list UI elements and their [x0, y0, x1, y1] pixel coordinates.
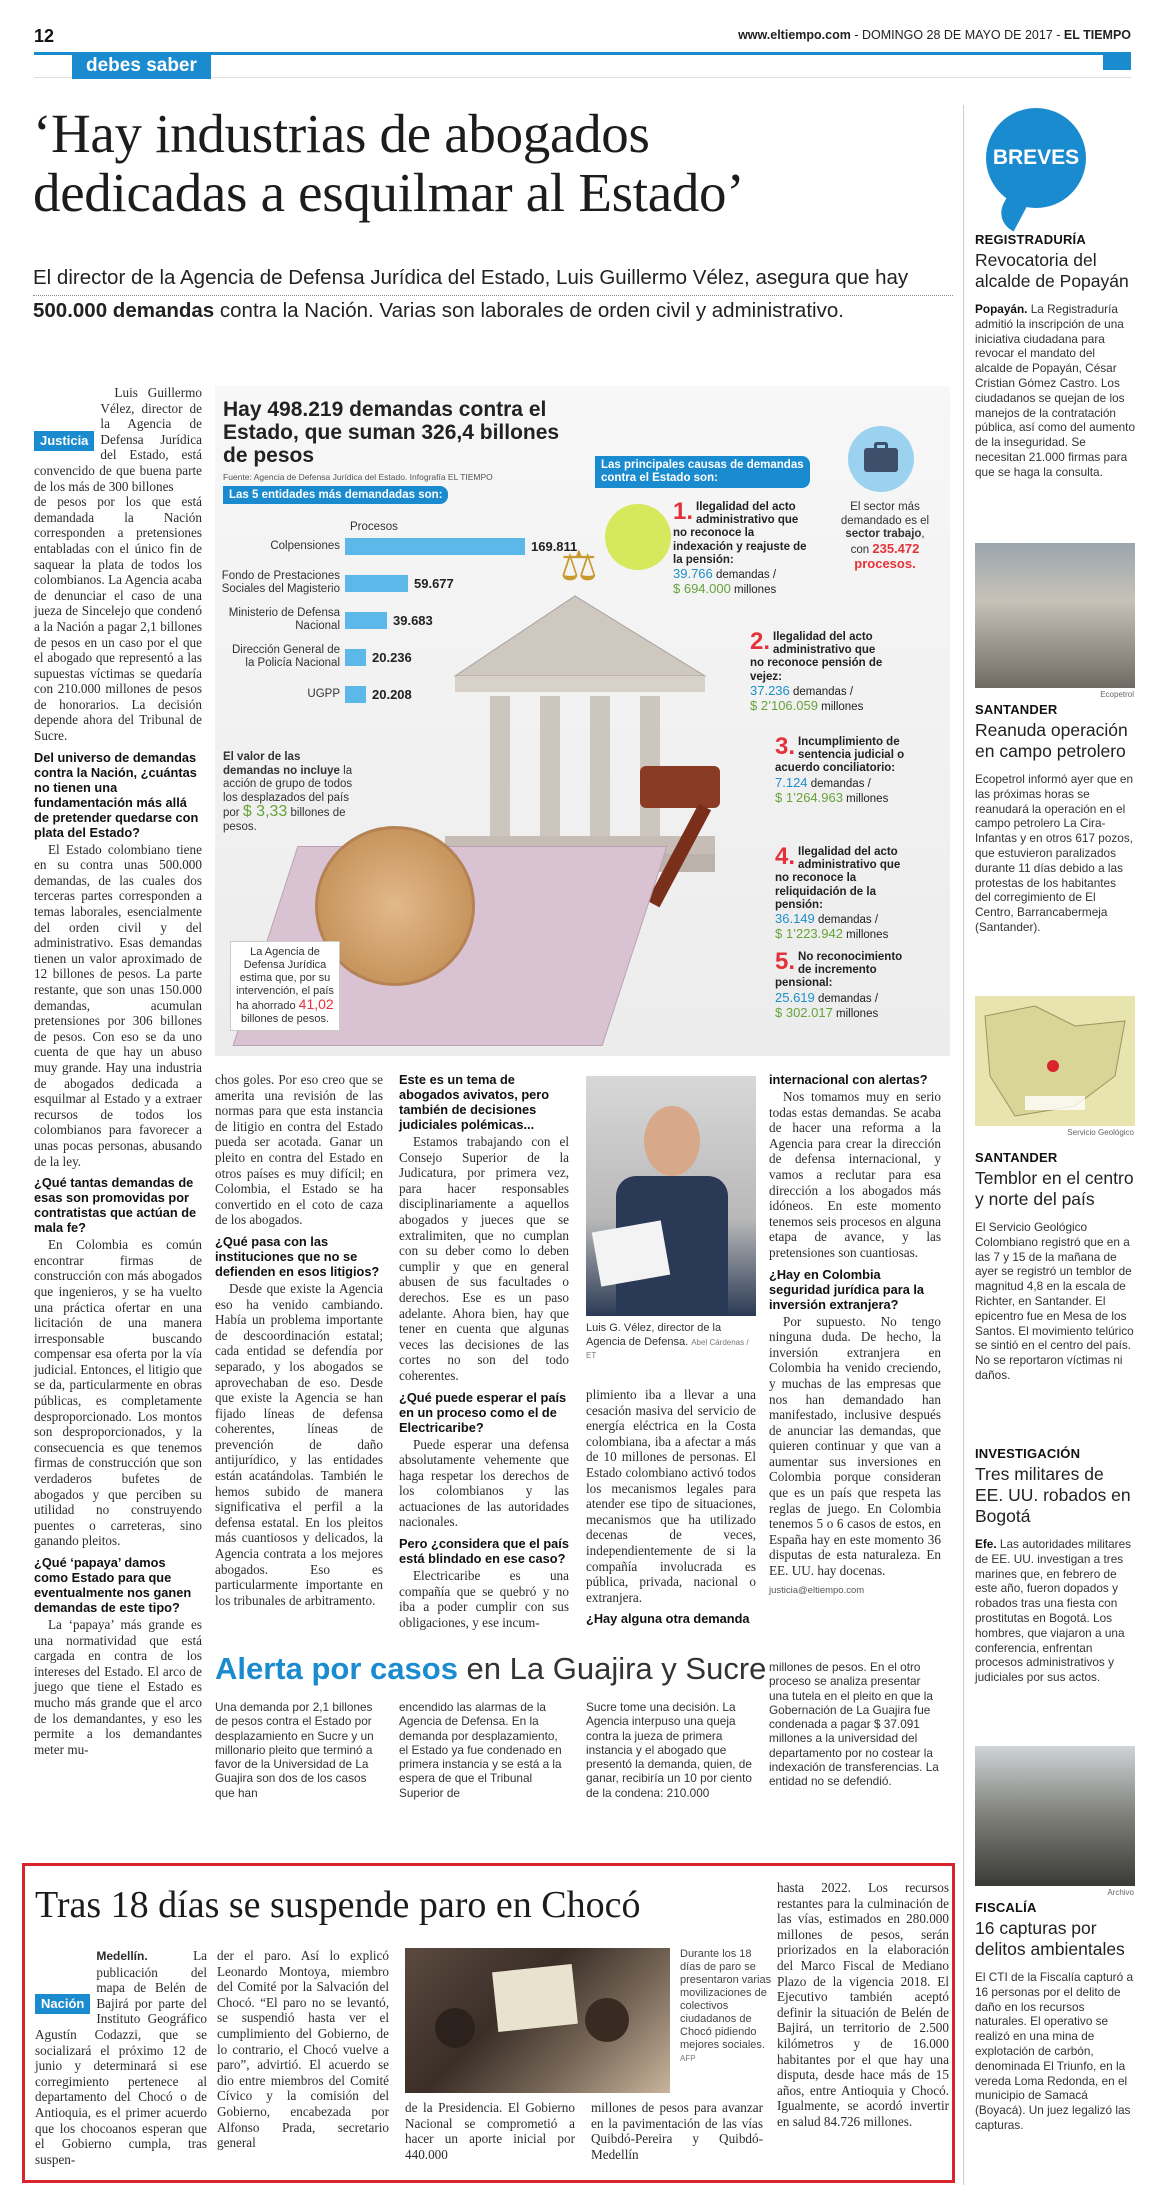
- bar-category-label: UGPP: [307, 688, 340, 700]
- cause-demandas: 7.124: [775, 774, 808, 790]
- cause-monto-unit: millones: [817, 701, 864, 714]
- paper-name: EL TIEMPO: [1063, 28, 1131, 42]
- bar-value-label: 59.677: [414, 576, 454, 591]
- bar-category-label: Dirección General de la Policía Nacional: [231, 644, 340, 669]
- cause-item: [673, 498, 813, 597]
- cause-demandas: 25.619: [775, 989, 815, 1005]
- alerta-title: [215, 1650, 767, 1688]
- bar-category-label: Ministerio de Defensa Nacional: [228, 607, 340, 632]
- briefcase-icon: [848, 426, 914, 492]
- article-col-3: [399, 1072, 569, 1642]
- gavel-badge-icon: [605, 504, 671, 570]
- article-col-1: [34, 385, 202, 1820]
- breve-4: [975, 1446, 1135, 1685]
- bar-value-label: 20.236: [372, 650, 412, 665]
- col3-question-3: Pero ¿considera que el país está blindado en ese caso?: [399, 1536, 569, 1567]
- nacion-tag: Nación: [35, 1994, 90, 2014]
- sector-note-d: 235.472 procesos.: [854, 540, 920, 571]
- page-header-meta: [738, 28, 1131, 42]
- breve-3-body: El Servicio Geológico Colombiano registró que en a las 7 y 15 de la mañana de ayer se registró un temblor de magnitud 4,8 en la escala de Richter, en Santander. El epicentro fue en Mesa de los Santos. El movimiento telúrico se sintió en el centro del país. No se reportaron víctimas ni daños.: [975, 1220, 1134, 1382]
- cause-monto: $ 694.000: [673, 581, 731, 597]
- breve-1-kicker: REGISTRADURÍA: [975, 232, 1086, 247]
- choco-headline: Tras 18 días se suspende paro en Chocó: [35, 1884, 641, 1926]
- bar: [345, 649, 366, 666]
- alerta-col-4: millones de pesos. En el otro proceso se analiza presentar una tutela en el pleito en que la Gobernación de La Guajira fue condenada a pagar $ 37.091 millones a la universidad del departamento por no costear la indexación de transferencias. La entidad no se defendió.: [769, 1660, 939, 1789]
- col2-para-2: Desde que existe la Agencia eso ha venido cambiando. Había un problema importante de descoordinación estatal; cada entidad se defendía por separado, y los abogados se aprovechaban de eso. Desde que existe la Agencia se han fijado líneas de defensa coherentes, líneas de prevención de daño antijurídico, y las entidades están acatándolas. También le hemos subido de manera significativa el perfil a la defensa estatal. En los pleitos más cuantiosos y delicados, la Agencia contrata a los mejores abogados. Eso es particularmente importante en los tribunales de arbitramento.: [215, 1280, 383, 1608]
- justicia-tag: Justicia: [34, 431, 94, 451]
- alerta-col-1: Una demanda por 2,1 billones de pesos contra el Estado por desplazamiento en Sucre y un millonario pleito que terminó a favor de la Universidad de La Guajira son dos de los casos que han: [215, 1700, 374, 1800]
- cause-item: [775, 843, 915, 942]
- cause-demandas-unit: demandas /: [789, 685, 854, 698]
- cause-monto: $ 302.017: [775, 1004, 833, 1020]
- col1-para-1b: de pesos por los que está demandada la Nación corresponden a pretensiones entabladas con el único fin de saquear la plata de todos los colombianos. La Agencia acaba de denunciar el caso de una jueza de Sincelejo que condenó a la Nación a pagar 2,1 billones de pesos en un caso por el que el abogado que representó a las supuestas víctimas se quedaría con 210.000 millones de pesos de honorarios. La decisión depende ahora del Tribunal de Sucre.: [34, 494, 202, 744]
- breve-5-kicker: FISCALÍA: [975, 1900, 1037, 1915]
- breve-2-body: Ecopetrol informó ayer que en las próximas horas se reanudará la operación en el campo petrolero La Cira-Infantas y en otros 617 pozos, que estuvieron paralizados durante 11 días debido a las protestas de los habitantes del corregimiento de El Centro, Barrancabermeja (Santander).: [975, 772, 1134, 934]
- col1-question-3: ¿Qué ‘papaya’ damos como Estado para que eventualmente nos ganen demandas de este tipo?: [34, 1555, 192, 1615]
- value-note-a: El valor de las demandas no incluye: [223, 751, 340, 777]
- col1-para-4: La ‘papaya’ más grande es una normatividad que está cargada en contra de los intereses del Estado. El arco de juego que tiene el Estado es mucho más grande que el arco de los demandantes, y eso les permite a los demandantes meter mu-: [34, 1617, 202, 1757]
- col5-question-0: internacional con alertas?: [769, 1072, 928, 1087]
- header-date: - DOMINGO 28 DE MAYO DE 2017 -: [850, 28, 1064, 42]
- deck-bold: 500.000 demandas: [33, 299, 215, 322]
- author-email[interactable]: justicia@eltiempo.com: [769, 1584, 865, 1596]
- alerta-box: [215, 1650, 767, 1830]
- breve-3-kicker: SANTANDER: [975, 1150, 1058, 1165]
- saved-note-b: 41,02: [298, 996, 334, 1012]
- col1-question-1: Del universo de demandas contra la Nación, ¿cuántas no tienen una fundamentación más allá de pretender quedarse con plata del Estado?: [34, 749, 199, 840]
- cause-number: 1.: [673, 498, 694, 525]
- bar: [345, 612, 387, 629]
- entities-tab: Las 5 entidades más demandadas son:: [223, 486, 448, 504]
- cause-text: No reconocimiento de incremento pensional:: [775, 951, 903, 990]
- col2-para-1: chos goles. Por eso creo que se amerita una revisión de las normas para que esta instancia de litigio en contra del Estado pueda ser acotada. Ganar un pleito en contra del Estado en otros países es muy difícil; en Colombia, el Estado se ha convertido en el coto de caza de los abogados.: [215, 1072, 383, 1228]
- headline: [33, 104, 953, 222]
- col5-question-1: ¿Hay en Colombia seguridad jurídica para la inversión extranjera?: [769, 1266, 925, 1312]
- breve-2-head: Reanuda operación en campo petrolero: [975, 720, 1128, 761]
- deck-line-2: [33, 296, 953, 326]
- photo-credit-ecopetrol: Ecopetrol: [1100, 690, 1134, 699]
- cause-monto: $ 2’106.059: [750, 698, 818, 714]
- col3-question-1: Este es un tema de abogados avivatos, pero también de decisiones judiciales polémicas...: [399, 1072, 550, 1132]
- col1-question-2: ¿Qué tantas demandas de esas son promovidas por contratistas que actúan de mala fe?: [34, 1175, 197, 1236]
- breve-5-head: 16 capturas por delitos ambientales: [975, 1918, 1125, 1959]
- infographic-title: Hay 498.219 demandas contra el Estado, que suman 326,4 billones de pesos: [223, 398, 560, 467]
- col5-para-2: Por supuesto. No tengo ninguna duda. De hecho, la inversión extranjera en Colombia ha venido creciendo, y muchas de las empresas que nos han demandado han manifestado, inclusive después de anunciar las demandas, que quieren continuar y que van a aumentar sus inversiones en Colombia porque consideran que es un país que respeta las reglas de juego. En Colombia tenemos 5 o 6 casos de estos, en España hay en este momento 36 disputas de esta naturaleza. En EE. UU. hay docenas.: [769, 1313, 941, 1579]
- seismic-map: [975, 996, 1135, 1126]
- deck-rest: contra la Nación. Varias son laborales de orden civil y administrativo.: [214, 299, 844, 322]
- breve-1-body: La Registraduría admitió la inscripción de una iniciativa ciudadana para revocar el mandato del alcalde de Popayán, César Cristian Gómez Castro. Los ciudadanos se quejan de los manejos de la contratación pública, así como del aumento de la inseguridad. Se necesitan 21.000 firmas para que se haga la consulta.: [975, 302, 1136, 479]
- sector-note: [835, 501, 935, 573]
- cause-monto-unit: millones: [842, 929, 889, 942]
- choco-box: [22, 1863, 955, 2183]
- breve-2-kicker: SANTANDER: [975, 702, 1058, 717]
- bar-category-label: Colpensiones: [270, 540, 340, 552]
- breves-sidebar: [975, 106, 1140, 2186]
- choco-col-3: de la Presidencia. El Gobierno Nacional se comprometió a hacer un aporte inicial por 440.000: [405, 2100, 575, 2162]
- cause-number: 4.: [775, 843, 796, 870]
- breve-1: [975, 232, 1135, 480]
- cause-monto-unit: millones: [730, 584, 777, 597]
- scale-icon: ⚖: [560, 544, 598, 590]
- breve-5-body: El CTI de la Fiscalía capturó a 16 personas por el delito de daño en los recursos naturales. El operativo se realizó en una mina de explotación de carbón, denominada El Triunfo, en la vereda Loma Redonda, en el municipio de Samacá (Boyacá). Un juez legalizó las capturas.: [975, 1970, 1134, 2132]
- breves-badge-label: BREVES: [992, 146, 1080, 169]
- cause-text: Incumplimiento de sentencia judicial o acuerdo conciliatorio:: [775, 736, 905, 775]
- mine-photo: [975, 1746, 1135, 1886]
- section-tab: debes saber: [72, 52, 211, 79]
- alerta-title-bold: Alerta por casos: [215, 1651, 458, 1686]
- choco-col-2: der el paro. Así lo explicó Leonardo Montoya, miembro del Comité por la Salvación del Chocó. “El paro no se levantó, se suspendió hasta ver el cumplimiento del Gobierno, de lo contrario, el Chocó vuelve a paro”, advirtió. El acuerdo se dio entre miembros del Comité Cívico y la comisión del Gobierno, encabezada por Alfonso Prada, secretario general: [217, 1948, 389, 2151]
- choco-photo-caption-text: Durante los 18 días de paro se presentaron varias movilizaciones de colectivos ciudadanos de Chocó pidiendo mejores sociales.: [680, 1948, 772, 2051]
- col1-para-3: En Colombia es común encontrar firmas de construcción con más abogados que ingenieros, y se ha vuelto una práctica ofertar en una licitación de una manera irresponsable buscando compensar esa oferta por la vía judicial. Entonces, el litigio que se da, particularmente en obras públicas, es completamente desproporcionado. Los montos son desproporcionados, y la consecuencia es que tenemos firmas de construcción que son verdaderos bufetes de abogados y que perciben su utilidad no construyendo puentes o carreteras, sino ganando pleitos.: [34, 1237, 202, 1549]
- photo-credit: Abel Cárdenas / ET: [586, 1337, 749, 1360]
- col5-para-1: Nos tomamos muy en serio todas estas demandas. Se acaba de hacer una reforma a la Agencia para crear la dirección de defensa internacional, y vamos a reclutar para esa dirección a los abogados más idóneos. En este momento tenemos seis procesos en alguna etapa de avance, y las pretensiones son cuantiosas.: [769, 1089, 941, 1260]
- breves-badge: [986, 108, 1086, 208]
- article-col-5: [769, 1072, 941, 1642]
- col2-question-1: ¿Qué pasa con las instituciones que no se defienden en esos litigios?: [215, 1233, 380, 1279]
- choco-photo-caption: [680, 1948, 775, 2065]
- processes-label: Procesos: [350, 521, 398, 533]
- cause-demandas: 37.236: [750, 682, 790, 698]
- saved-note: [230, 941, 340, 1031]
- bar-category-label: Fondo de Prestaciones Sociales del Magisterio: [221, 570, 340, 595]
- value-note: [223, 751, 358, 834]
- breve-2: [975, 702, 1135, 935]
- cause-monto-unit: millones: [832, 1007, 879, 1020]
- cause-demandas-unit: demandas /: [814, 914, 879, 927]
- breve-4-body: Las autoridades militares de EE. UU. investigan a tres marines que, en febrero de este año, fueron dopados y robados tras una fiesta con prostitutas en Bogotá. Los hombres, que viajaron a una conferencia, enfrentan procesos administrativos y judiciales por sus actos.: [975, 1537, 1132, 1685]
- photo-credit-archivo: Archivo: [1107, 1888, 1134, 1897]
- cause-text: Ilegalidad del acto administrativo que no reconoce pensión de vejez:: [750, 631, 883, 683]
- article-col-4: [586, 1387, 756, 1642]
- photo-credit-sgc: Servicio Geológico: [1067, 1128, 1134, 1137]
- choco-col-4: millones de pesos para avanzar en la pavimentación de las vías Quibdó-Pereira y Quibdó-Medellín: [591, 2100, 763, 2162]
- saved-note-c: billones de pesos.: [240, 1013, 330, 1025]
- value-note-b: la acción de grupo de todos los desplazados del país por: [223, 764, 353, 819]
- breve-1-head: Revocatoria del alcalde de Popayán: [975, 250, 1129, 291]
- breve-5: [975, 1900, 1135, 2133]
- ecopetrol-photo: [975, 543, 1135, 688]
- alerta-col-3: Sucre tome una decisión. La Agencia interpuso una queja contra la jueza de primera instancia y el abogado que presentó la demanda, quien, de ganar, recibiría un 10 por ciento de la condena: 210.000: [586, 1700, 752, 1800]
- cause-text: Ilegalidad del acto administrativo que no reconoce la reliquidación de la pensión:: [775, 846, 901, 911]
- bar-value-label: 169.811: [531, 539, 578, 554]
- cause-demandas-unit: demandas /: [807, 777, 871, 790]
- choco-protest-photo: [405, 1948, 670, 2093]
- cause-item: [750, 628, 890, 714]
- breve-3: [975, 1150, 1135, 1383]
- breve-4-head: Tres militares de EE. UU. robados en Bogotá: [975, 1464, 1131, 1526]
- section-rule-end: [1103, 52, 1131, 70]
- cause-demandas: 36.149: [775, 911, 815, 927]
- photo-caption-text: Luis G. Vélez, director de la Agencia de Defensa.: [586, 1322, 722, 1348]
- cause-item: [775, 733, 915, 806]
- infographic: [215, 386, 950, 1056]
- alerta-col-2: encendido las alarmas de la Agencia de Defensa. En la demanda por desplazamiento, el Estado ya fue condenado en primera instancia y se está a la espera de que el Tribunal Superior de: [399, 1700, 562, 1800]
- cause-item: [775, 948, 915, 1021]
- cause-monto: $ 1’264.963: [775, 789, 843, 805]
- cause-number: 3.: [775, 733, 796, 760]
- breve-1-lead: Popayán.: [975, 302, 1028, 316]
- bar: [345, 575, 408, 592]
- col3-question-2: ¿Qué puede esperar el país en un proceso como el de Electricaribe?: [399, 1389, 567, 1435]
- cause-number: 2.: [750, 628, 771, 655]
- choco-photo-credit: AFP: [680, 2054, 696, 2063]
- headline-line-1: ‘Hay industrias de abogados: [33, 103, 650, 164]
- choco-para-1: La publicación del mapa de Belén de Bajirá por parte del Instituto Geográfico Agustín Codazzi, que se socializará el próximo 12 de junio y determinará si ese corregimiento pertenece al departamento del Chocó o de Antioquia, es el primer acuerdo que los chocoanos esperan que el Gobierno cumpla, tras suspen-: [35, 1948, 207, 2167]
- cause-number: 5.: [775, 948, 796, 975]
- alerta-title-rest: en La Guajira y Sucre: [457, 1651, 767, 1686]
- sector-note-a: El sector más demandado es el: [840, 501, 930, 527]
- choco-col-5: hasta 2022. Los recursos restantes para la culminación de las vías, estimados en 280.000 millones de pesos, serán priorizados en la elaboración del Marco Fiscal de Mediano Plazo de la vigencia 2018. El Ejecutivo también aceptó definir la situación de Belén de Bajirá, un territorio de 2.500 kilómetros y de 16.000 habitantes por el que hay una disputa, desde hace más de 15 años, entre Antioquia y Chocó. Igualmente, se acordó invertir en salud 84.726 millones.: [777, 1880, 949, 2129]
- col3-para-3: Electricaribe es una compañía que se quebró y no iba a poder cumplir con sus obligaciones, y ese incum-: [399, 1568, 569, 1630]
- choco-dateline: Medellín.: [96, 1949, 148, 1963]
- deck: [33, 263, 953, 326]
- breve-3-head: Temblor en el centro y norte del país: [975, 1168, 1134, 1209]
- col1-para-2: El Estado colombiano tiene en su contra unas 500.000 demandas, de las cuales dos terceras partes corresponden a temas laborales, esencialmente del orden civil y del administrativo. Esas demandas tienen un valor aproximado de 12 billones de pesos. La parte restante, que son unas 150.000 demandas, acumulan pretensiones por 306 billones de pesos. Con eso se da uno cuenta de que hay un abuso muy grande. Hay una industria de abogados dedicada a esquilmar al Estado y a extraer recursos de todos los colombianos para favorecer a unas pocas personas, abusando de la ley.: [34, 841, 202, 1169]
- velez-photo-caption: [586, 1322, 756, 1363]
- value-note-c: $ 3,33: [242, 803, 288, 820]
- breve-4-kicker: INVESTIGACIÓN: [975, 1446, 1081, 1461]
- section-rule: [34, 52, 1131, 78]
- site-link[interactable]: www.eltiempo.com: [738, 28, 851, 42]
- cause-demandas-unit: demandas /: [814, 992, 879, 1005]
- breve-4-lead: Efe.: [975, 1537, 997, 1551]
- col3-para-1: Estamos trabajando con el Consejo Superior de la Judicatura, por primera vez, para hacer responsables disciplinariamente a aquellos abogados y jueces que se extralimiten, que no cumplan con su deber como lo deben cumplir y que en general abusen de sus facultades o derechos. Ese es un paso adelante. Ahora bien, hay que tener en cuenta que algunas veces las decisiones de las cortes no son del todo coherentes.: [399, 1134, 569, 1383]
- bar-value-label: 39.683: [393, 613, 433, 628]
- cause-text: Ilegalidad del acto administrativo que no reconoce la indexación y reajuste de la pensión:: [673, 501, 807, 566]
- sector-note-b: sector trabajo: [845, 528, 922, 540]
- bar: [345, 686, 366, 703]
- col4-question-1: ¿Hay alguna otra demanda: [586, 1611, 750, 1627]
- velez-photo: [586, 1076, 756, 1316]
- article-col-2: [215, 1072, 383, 1642]
- deck-line-1: El director de la Agencia de Defensa Jurídica del Estado, Luis Guillermo Vélez, asegura que hay: [33, 263, 953, 296]
- col4-para-1: plimiento iba a llevar a una cesación masiva del servicio de energía eléctrica en la Costa colombiana, iba a afectar a más de 10 millones de personas. El Estado colombiano activó todos los mecanismos legales para atender ese tipo de situaciones, mecanismos que ha utilizado decenas de veces, independientemente de si la compañía involucrada es pública, privada, nacional o extranjera.: [586, 1387, 756, 1605]
- cause-monto: $ 1’223.942: [775, 926, 843, 942]
- value-note-d: billones de pesos.: [223, 807, 346, 833]
- cause-demandas-unit: demandas /: [712, 569, 777, 582]
- bar-value-label: 20.208: [372, 687, 412, 702]
- cause-monto-unit: millones: [842, 792, 889, 805]
- col3-para-2: Puede esperar una defensa absolutamente vehemente que haga respetar los derechos de los colombianos y las actuaciones de las autoridades nacionales.: [399, 1436, 569, 1530]
- saved-note-a: La Agencia de Defensa Jurídica estima que, por su intervención, el país ha ahorrado: [236, 946, 334, 1012]
- sector-note-c: , con: [850, 528, 925, 556]
- page-number: 12: [34, 26, 55, 46]
- causes-tab: Las principales causas de demandas contra el Estado son:: [595, 456, 810, 488]
- infographic-source: Fuente: Agencia de Defensa Jurídica del Estado. Infografía EL TIEMPO: [223, 472, 493, 482]
- choco-col-1: [35, 1948, 207, 2178]
- cause-demandas: 39.766: [673, 566, 713, 582]
- col1-para-1: Luis Guillermo Vélez, director de la Agencia de Defensa Jurídica del Estado, está convencido de que buena parte de los más de 300 billones: [34, 385, 202, 494]
- sidebar-rule: [963, 105, 964, 2185]
- headline-line-2: dedicadas a esquilmar al Estado’: [33, 162, 745, 223]
